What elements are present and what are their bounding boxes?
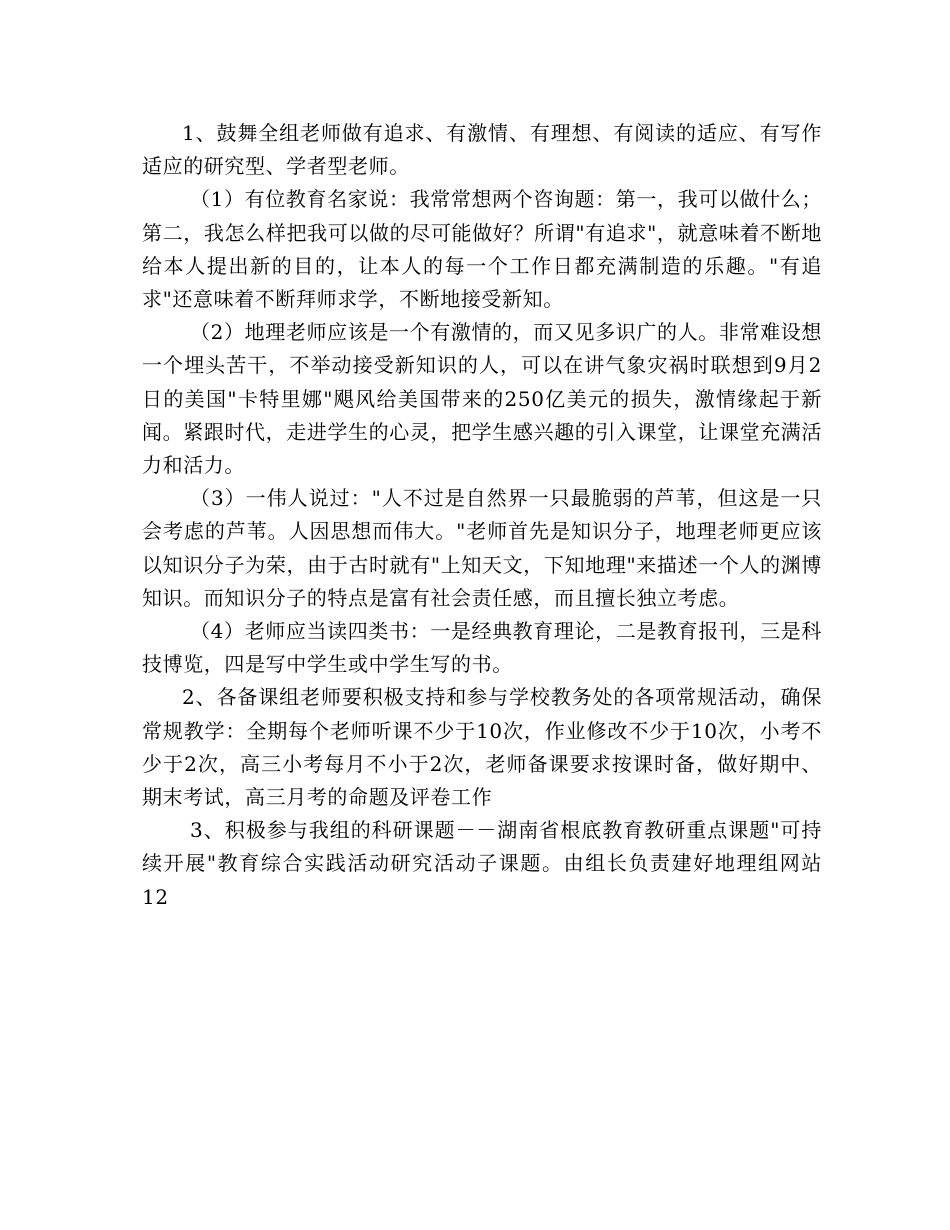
- paragraph-goal-1-point-3: （3）一伟人说过："人不过是自然界一只最脆弱的芦苇，但这是一只会考虑的芦苇。人因思想而伟大。"老师首先是知识分子，地理老师更应该以知识分子为荣，由于古时就有"上知天文，下知地理"来描述一个人的渊博知识。而知识分子的特点是富有社会责任感，而且擅长独立考虑。: [142, 486, 822, 610]
- document-body: [142, 117, 864, 914]
- paragraph-goal-1-point-4: （4）老师应当读四类书：一是经典教育理论，二是教育报刊，三是科技博览，四是写中学生或中学生写的书。: [142, 619, 822, 677]
- paragraph-goal-1-point-1: （1）有位教育名家说：我常常想两个咨询题：第一，我可以做什么；第二，我怎么样把我可以做的尽可能做好？所谓"有追求"，就意味着不断地给本人提出新的目的，让本人的每一个工作日都充满制造的乐趣。"有追求"还意味着不断拜师求学，不断地接受新知。: [142, 187, 822, 312]
- paragraph-goal-2: 2、各备课组老师要积极支持和参与学校教务处的各项常规活动，确保常规教学：全期每个老师听课不少于10次，作业修改不少于10次，小考不少于2次，高三小考每月不小于2次，老师备课要求按课时备，做好期中、期末考试，高三月考的命题及评卷工作: [142, 685, 822, 810]
- paragraph-goal-3: 3、积极参与我组的科研课题－－湖南省根底教育教研重点课题"可持续开展"教育综合实践活动研究活动子课题。由组长负责建好地理组网站 12: [142, 818, 864, 909]
- paragraph-goal-1-point-2: （2）地理老师应该是一个有激情的，而又见多识广的人。非常难设想一个埋头苦干，不举动接受新知识的人，可以在讲气象灾祸时联想到9月2日的美国"卡特里娜"飓风给美国带来的250亿美元的损失，激情缘起于新闻。紧跟时代，走进学生的心灵，把学生感兴趣的引入课堂，让课堂充满活力和活力。: [142, 320, 822, 478]
- paragraph-goal-1: 1、鼓舞全组老师做有追求、有激情、有理想、有阅读的适应、有写作适应的研究型、学者型老师。: [142, 121, 822, 179]
